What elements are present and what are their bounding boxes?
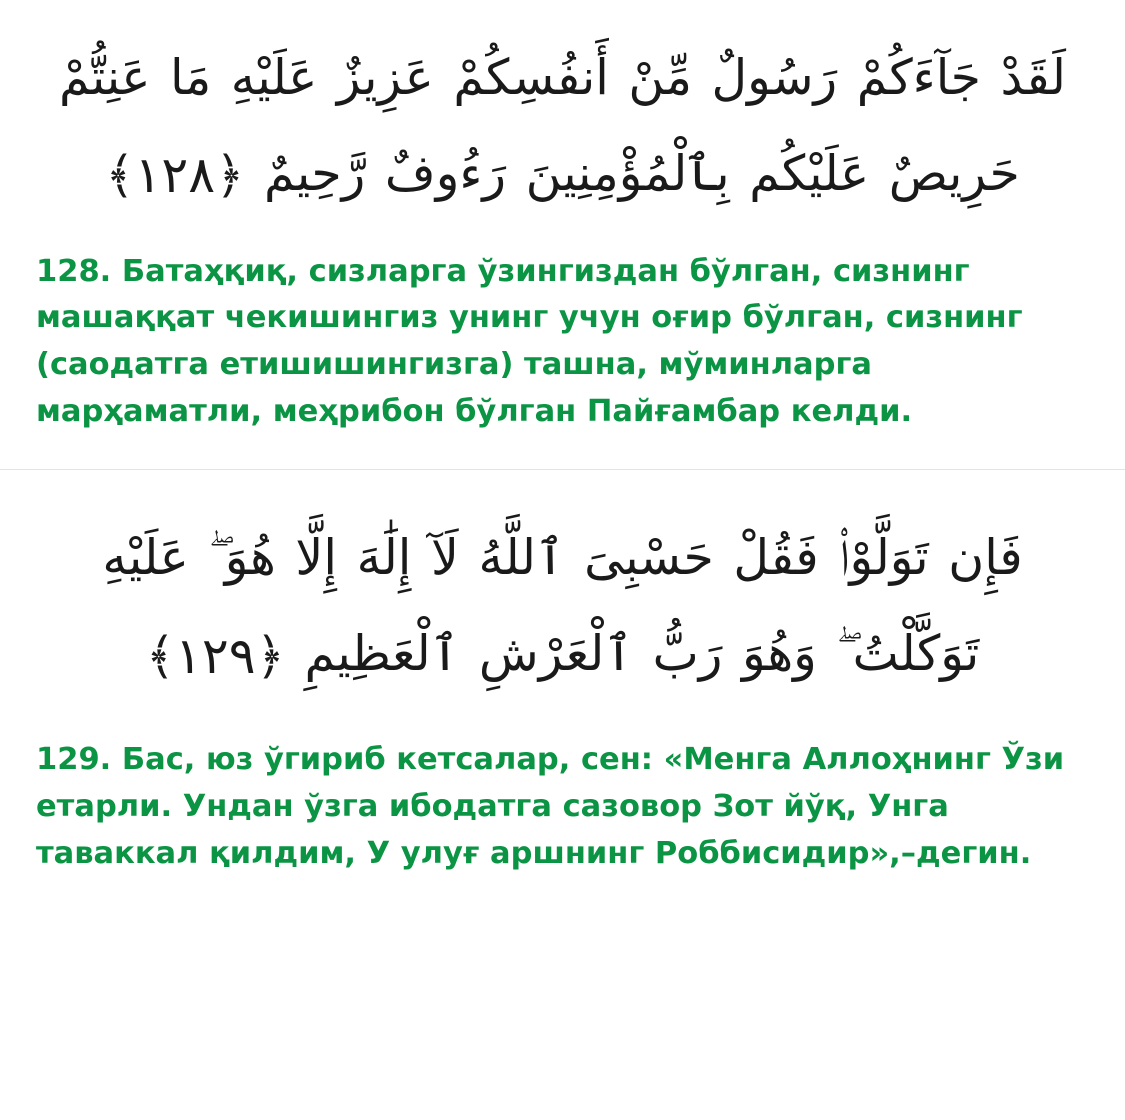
arabic-verse-body: فَإِن تَوَلَّوْا۟ فَقُلْ حَسْبِىَ ٱللَّهُ لَآ إِلَٰهَ إِلَّا هُوَ ۖ عَلَيْهِ تَوَكَّلْتُ ۖ وَهُوَ رَبُّ ٱلْعَرْشِ ٱلْعَظِيمِ <box>102 529 1023 682</box>
arabic-text-129 <box>0 470 1125 711</box>
ayah-number-129: ۱۲۹ <box>175 626 256 685</box>
translation-text-128: 128. Батаҳқиқ, сизларга ўзингиздан бўлган, сизнинг машаққат чекишингиз унинг учун оғир бўлган, сизнинг (саодатга етишишингизга) ташна, мўминларга марҳаматли, меҳрибон бўлган Пайғамбар келди. <box>36 253 1023 429</box>
ayah-end-marker-icon: ﴿۱۲۹﴾ <box>145 626 285 685</box>
arabic-verse-body: لَقَدْ جَآءَكُمْ رَسُولٌ مِّنْ أَنفُسِكُمْ عَزِيزٌ عَلَيْهِ مَا عَنِتُّمْ حَرِيصٌ عَلَيْكُم بِٱلْمُؤْمِنِينَ رَءُوفٌ رَّحِيمٌ <box>59 49 1066 202</box>
ayah-number-128: ۱۲۸ <box>134 146 216 205</box>
arabic-text-128 <box>0 0 1125 231</box>
ayah-end-marker-icon: ﴿۱۲۸﴾ <box>105 146 245 205</box>
verse-block-129 <box>0 470 1125 897</box>
verse-block-128 <box>0 0 1125 469</box>
translation-text-129: 129. Бас, юз ўгириб кетсалар, сен: «Менга Аллоҳнинг Ўзи етарли. Ундан ўзга ибодатга сазовор Зот йўқ, Унга таваккал қилдим, У улуғ аршнинг Роббисидир»,–дегин. <box>36 742 1065 871</box>
